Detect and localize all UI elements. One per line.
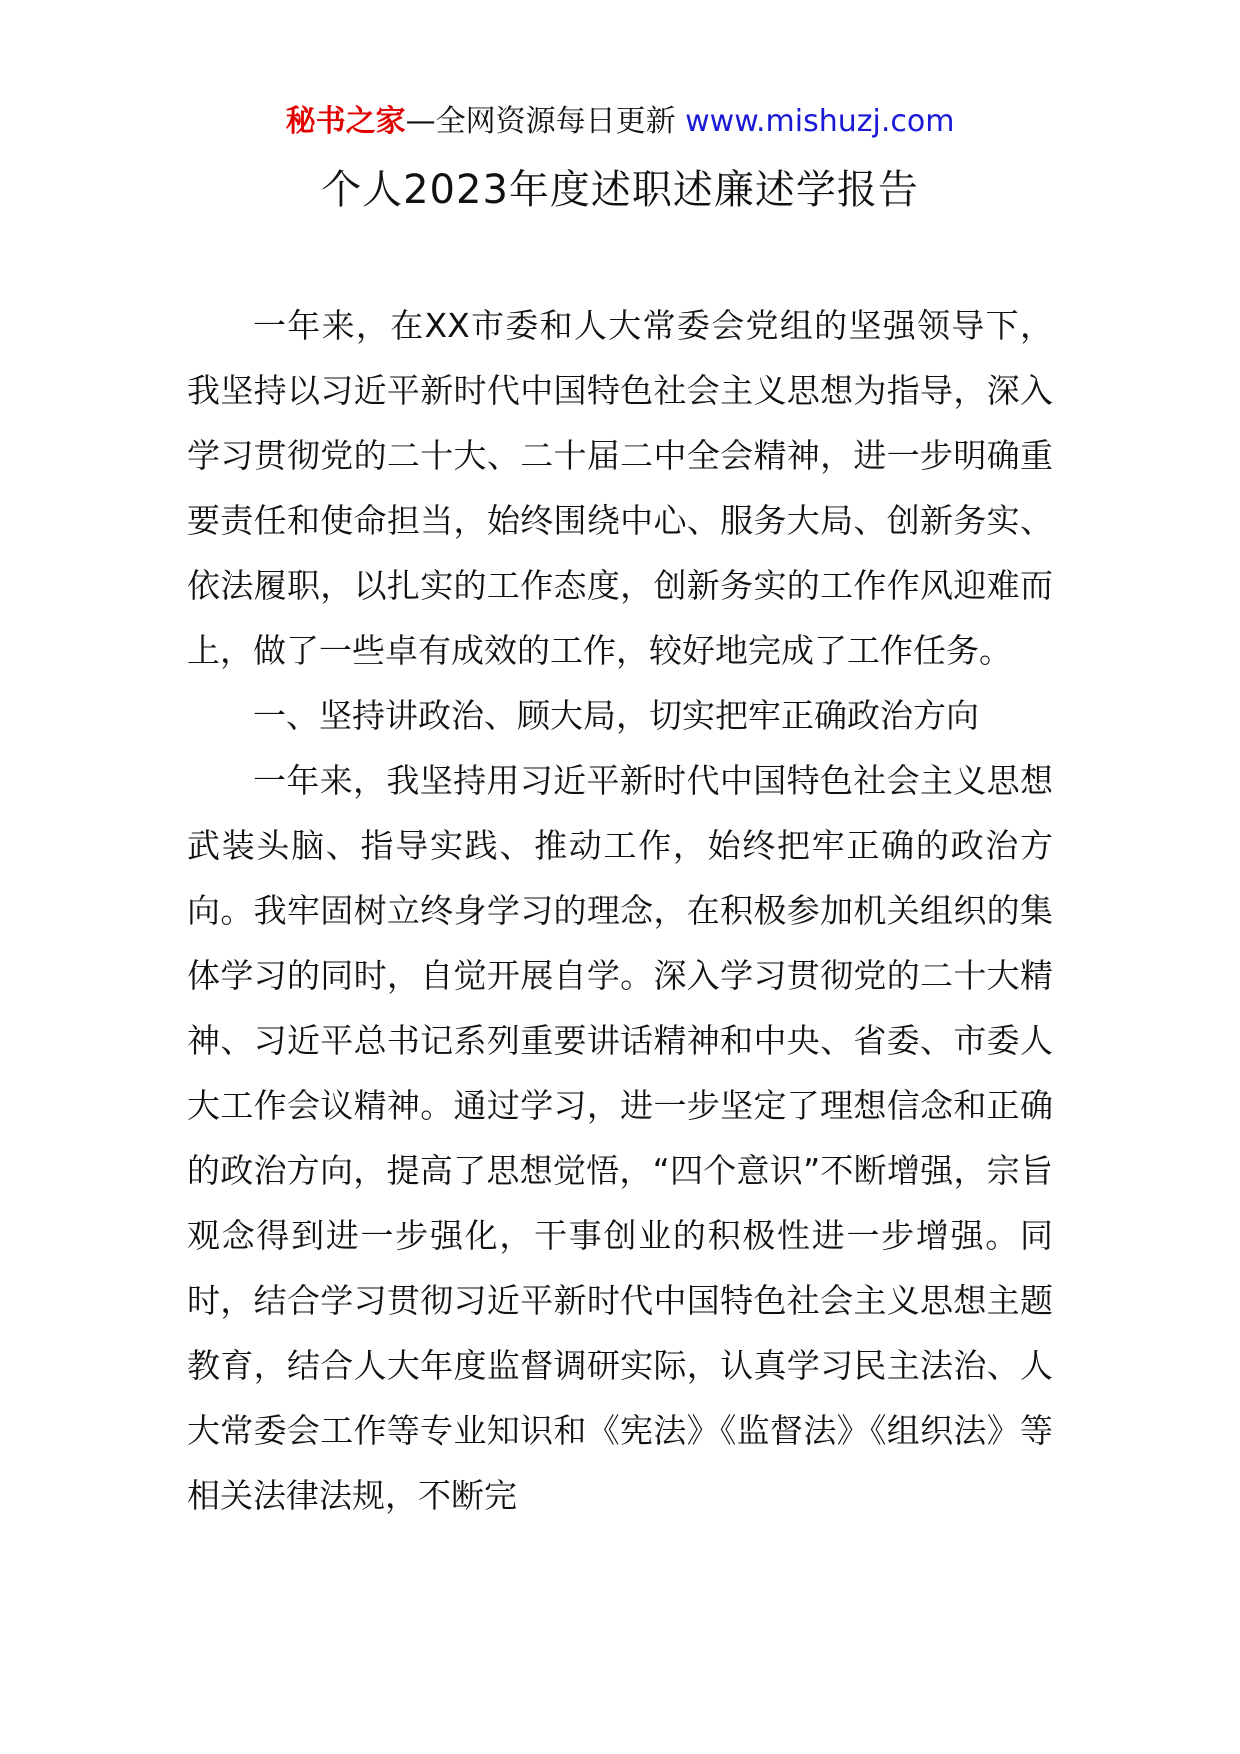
document-body: [187, 293, 1053, 1528]
site-url-link[interactable]: www.mishuzj.com: [685, 104, 955, 139]
intro-paragraph: 一年来，在XX市委和人大常委会党组的坚强领导下，我坚持以习近平新时代中国特色社会主义思想为指导，深入学习贯彻党的二十大、二十届二中全会精神，进一步明确重要责任和使命担当，始终围绕中心、服务大局、创新务实、依法履职，以扎实的工作态度，创新务实的工作作风迎难而上，做了一些卓有成效的工作，较好地完成了工作任务。: [187, 306, 1053, 670]
brand-name: 秘书之家: [285, 104, 406, 139]
document-title: 个人2023年度述职述廉述学报告: [321, 167, 919, 213]
section-heading-1: 一、坚持讲政治、顾大局，切实把牢正确政治方向: [253, 696, 979, 735]
header-slogan: —全网资源每日更新: [405, 104, 686, 139]
section-1-paragraph: 一年来，我坚持用习近平新时代中国特色社会主义思想武装头脑、指导实践、推动工作，始终把牢正确的政治方向。我牢固树立终身学习的理念，在积极参加机关组织的集体学习的同时，自觉开展自学。深入学习贯彻党的二十大精神、习近平总书记系列重要讲话精神和中央、省委、市委人大工作会议精神。通过学习，进一步坚定了理想信念和正确的政治方向，提高了思想觉悟，“四个意识”不断增强，宗旨观念得到进一步强化，干事创业的积极性进一步增强。同时，结合学习贯彻习近平新时代中国特色社会主义思想主题教育，结合人大年度监督调研实际，认真学习民主法治、人大常委会工作等专业知识和《宪法》《监督法》《组织法》等相关法律法规，不断完: [187, 761, 1053, 1515]
site-header: [0, 102, 1240, 142]
